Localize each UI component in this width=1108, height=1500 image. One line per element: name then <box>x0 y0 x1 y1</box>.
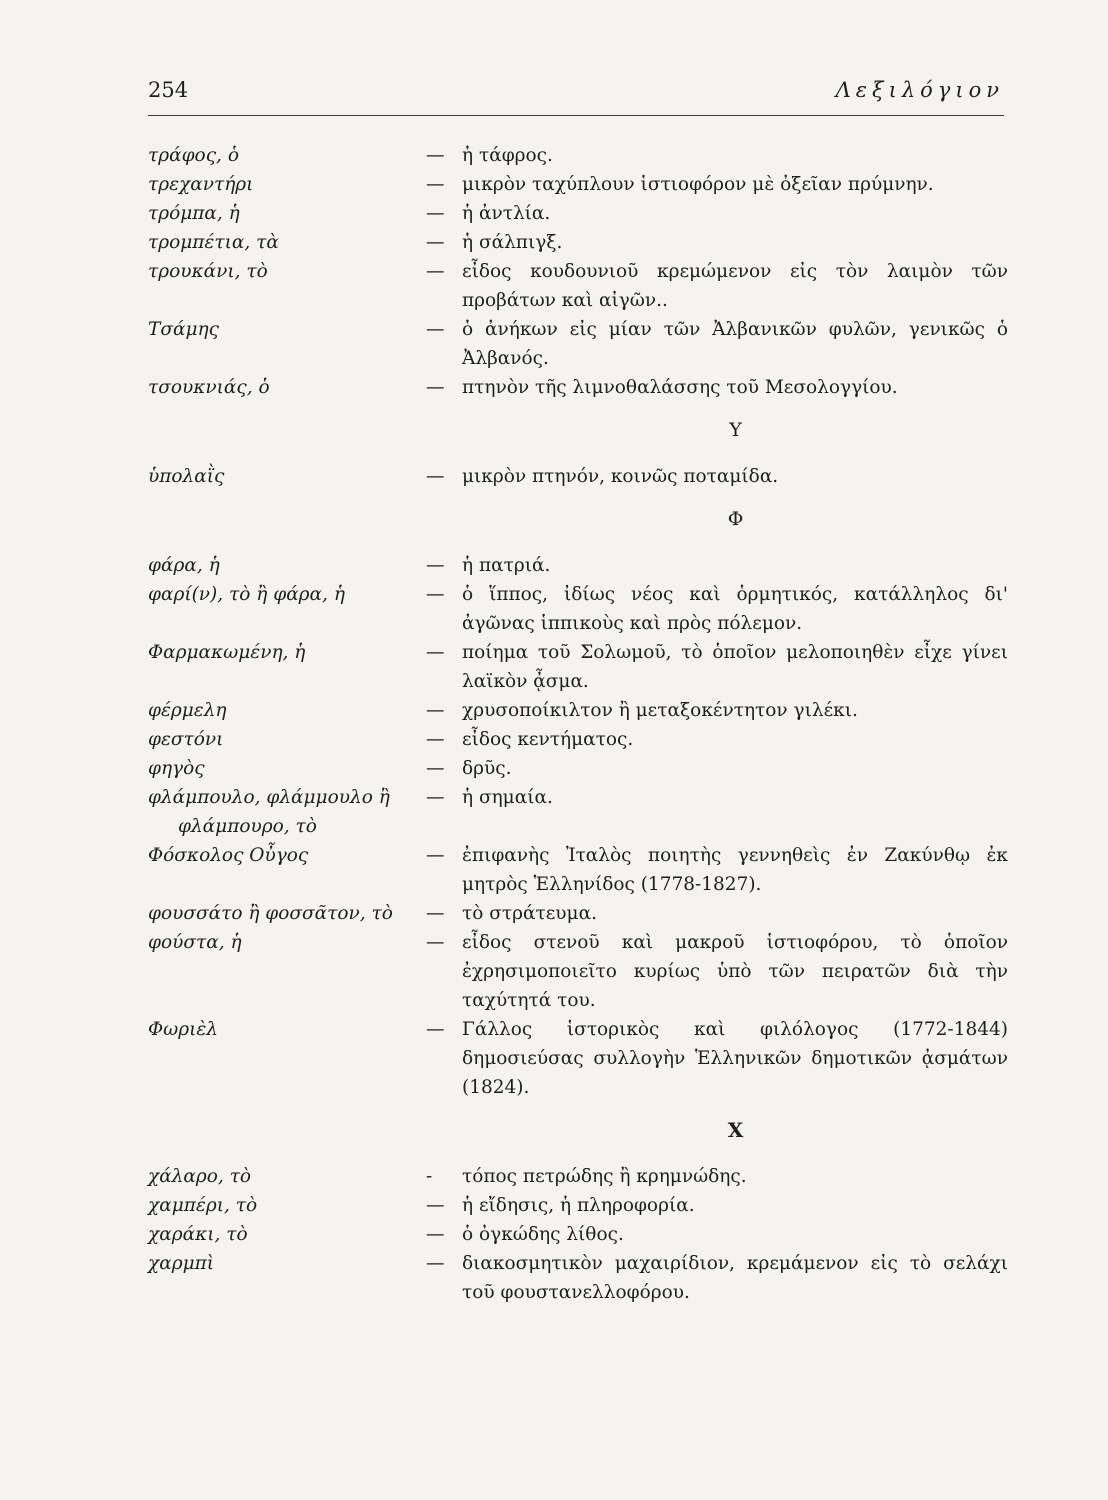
entry-dash: — <box>426 377 445 398</box>
entry-dash: — <box>426 145 445 166</box>
glossary-entry <box>148 928 1008 1015</box>
glossary-group <box>148 141 1008 402</box>
entry-definition: ἡ πατριά. <box>462 555 551 576</box>
entry-dash: — <box>426 729 445 750</box>
entry-dash: — <box>426 584 445 605</box>
entry-term-line: φλάμπουλο, φλάμμουλο ἢ <box>148 787 390 808</box>
entry-term: φέρμελη <box>148 700 227 721</box>
entry-dash: — <box>426 787 445 808</box>
entry-dash: — <box>426 232 445 253</box>
entry-term: Φωριὲλ <box>148 1019 219 1040</box>
entry-term: Φόσκολος Οὖγος <box>148 845 309 866</box>
glossary-entry <box>148 580 1008 638</box>
entry-term: τρουκάνι, τὸ <box>148 261 268 282</box>
entry-term: Τσάμης <box>148 319 219 340</box>
page-number: 254 <box>148 78 189 102</box>
glossary-entry <box>148 1220 1008 1249</box>
entry-dash: — <box>426 1019 445 1040</box>
glossary-entry <box>148 1191 1008 1220</box>
glossary-entry <box>148 228 1008 257</box>
entry-term: χαμπέρι, τὸ <box>148 1195 258 1216</box>
entry-definition: πτηνὸν τῆς λιμνοθαλάσσης τοῦ Μεσολογγίου. <box>462 377 898 398</box>
entry-term: φούστα, ἡ <box>148 932 242 953</box>
entry-definition: ἡ εἴδησις, ἡ πληροφορία. <box>462 1195 695 1216</box>
entry-definition: χρυσοποίκιλτον ἢ μεταξοκέντητον γιλέκι. <box>462 700 858 721</box>
entry-dash: - <box>426 1166 433 1187</box>
glossary-entry <box>148 841 1008 899</box>
entry-dash: — <box>426 845 445 866</box>
entry-dash: — <box>426 1224 445 1245</box>
glossary-entry <box>148 199 1008 228</box>
entry-dash: — <box>426 174 445 195</box>
entry-definition: ἡ σάλπιγξ. <box>462 232 563 253</box>
entry-definition: ὁ ἀνήκων εἰς μίαν τῶν Ἀλβανικῶν φυλῶν, γενικῶς ὁ Ἀλβανός. <box>462 319 1008 369</box>
glossary-entry <box>148 696 1008 725</box>
glossary-entry <box>148 257 1008 315</box>
entry-definition: μικρὸν ταχύπλουν ἱστιοφόρον μὲ ὀξεῖαν πρύμνην. <box>462 174 934 195</box>
glossary-entries <box>148 141 1008 1307</box>
glossary-group <box>148 504 1008 1102</box>
entry-dash: — <box>426 319 445 340</box>
entry-term: φαρί(ν), τὸ ἢ φάρα, ἡ <box>148 584 345 605</box>
glossary-entry <box>148 899 1008 928</box>
entry-definition: εἶδος κεντήματος. <box>462 729 634 750</box>
entry-definition: εἶδος στενοῦ καὶ μακροῦ ἱστιοφόρου, τὸ ὁποῖον ἐχρησιμοποιεῖτο κυρίως ὑπὸ τῶν πειρατῶν διὰ τὴν ταχύτητά του. <box>462 932 1008 1011</box>
entry-term: ὑπολαῒς <box>148 466 225 487</box>
entry-dash: — <box>426 466 445 487</box>
entry-definition: δρῦς. <box>462 758 512 779</box>
entry-definition: εἶδος κουδουνιοῦ κρεμώμενον εἰς τὸν λαιμὸν τῶν προβάτων καὶ αἰγῶν.. <box>462 261 1008 311</box>
running-title: Λεξιλόγιον <box>835 78 1004 102</box>
entry-definition: τόπος πετρώδης ἢ κρημνώδης. <box>462 1166 747 1187</box>
glossary-entry <box>148 373 1008 402</box>
entry-term: τρεχαντήρι <box>148 174 254 195</box>
entry-definition: ὁ ἵππος, ἰδίως νέος καὶ ὁρμητικός, κατάλληλος δι' ἀγῶνας ἱππικοὺς καὶ πρὸς πόλεμον. <box>462 584 1008 634</box>
page-header <box>148 78 1004 108</box>
entry-term: Φαρμακωμένη, ἡ <box>148 642 306 663</box>
entry-term: φεστόνι <box>148 729 224 750</box>
entry-dash: — <box>426 203 445 224</box>
glossary-entry <box>148 551 1008 580</box>
entry-term: φουσσάτο ἢ φοσσᾶτον, τὸ <box>148 903 393 924</box>
glossary-entry <box>148 462 1008 491</box>
entry-dash: — <box>426 903 445 924</box>
glossary-entry <box>148 638 1008 696</box>
entry-term <box>148 783 426 841</box>
entry-dash: — <box>426 700 445 721</box>
entry-definition: ὁ ὀγκώδης λίθος. <box>462 1224 624 1245</box>
entry-definition: διακοσμητικὸν μαχαιρίδιον, κρεμάμενον εἰς τὸ σελάχι τοῦ φουστανελλοφόρου. <box>462 1253 1008 1303</box>
section-letter: Χ <box>727 1118 744 1142</box>
glossary-group <box>148 1115 1008 1307</box>
entry-definition: μικρὸν πτηνόν, κοινῶς ποταμίδα. <box>462 466 779 487</box>
entry-term: χάλαρο, τὸ <box>148 1166 252 1187</box>
glossary-entry <box>148 754 1008 783</box>
entry-definition: ἡ σημαία. <box>462 787 553 808</box>
glossary-entry <box>148 315 1008 373</box>
entry-dash: — <box>426 758 445 779</box>
glossary-entry <box>148 1249 1008 1307</box>
entry-term: χαράκι, τὸ <box>148 1224 248 1245</box>
glossary-entry <box>148 783 1008 841</box>
section-letter: Υ <box>729 419 742 441</box>
glossary-entry <box>148 141 1008 170</box>
glossary-entry <box>148 725 1008 754</box>
entry-dash: — <box>426 261 445 282</box>
entry-definition: ποίημα τοῦ Σολωμοῦ, τὸ ὁποῖον μελοποιηθὲν εἶχε γίνει λαϊκὸν ᾆσμα. <box>462 642 1008 692</box>
section-letter: Φ <box>727 508 744 530</box>
glossary-group <box>148 415 1008 491</box>
entry-definition: Γάλλος ἱστορικὸς καὶ φιλόλογος (1772-1844) δημοσιεύσας συλλογὴν Ἑλληνικῶν δημοτικῶν ᾀσμάτων (1824). <box>462 1019 1008 1098</box>
entry-term: φάρα, ἡ <box>148 555 220 576</box>
entry-term: φηγὸς <box>148 758 205 779</box>
entry-term: χαρμπὶ <box>148 1253 215 1274</box>
glossary-entry <box>148 170 1008 199</box>
entry-dash: — <box>426 1195 445 1216</box>
entry-definition: ἐπιφανὴς Ἰταλὸς ποιητὴς γεννηθεὶς ἐν Ζακύνθῳ ἐκ μητρὸς Ἑλληνίδος (1778-1827). <box>462 845 1008 895</box>
entry-term: τρομπέτια, τὰ <box>148 232 279 253</box>
entry-term-continuation: φλάμπουρο, τὸ <box>178 816 317 837</box>
header-rule <box>148 115 1004 116</box>
entry-dash: — <box>426 1253 445 1274</box>
entry-dash: — <box>426 555 445 576</box>
entry-definition: ἡ ἀντλία. <box>462 203 551 224</box>
entry-term: τσουκνιάς, ὁ <box>148 377 270 398</box>
entry-definition: ἡ τάφρος. <box>462 145 553 166</box>
glossary-entry <box>148 1162 1008 1191</box>
glossary-entry <box>148 1015 1008 1102</box>
entry-term: τράφος, ὁ <box>148 145 239 166</box>
entry-dash: — <box>426 642 445 663</box>
entry-dash: — <box>426 932 445 953</box>
entry-term: τρόμπα, ἡ <box>148 203 240 224</box>
entry-definition: τὸ στράτευμα. <box>462 903 597 924</box>
